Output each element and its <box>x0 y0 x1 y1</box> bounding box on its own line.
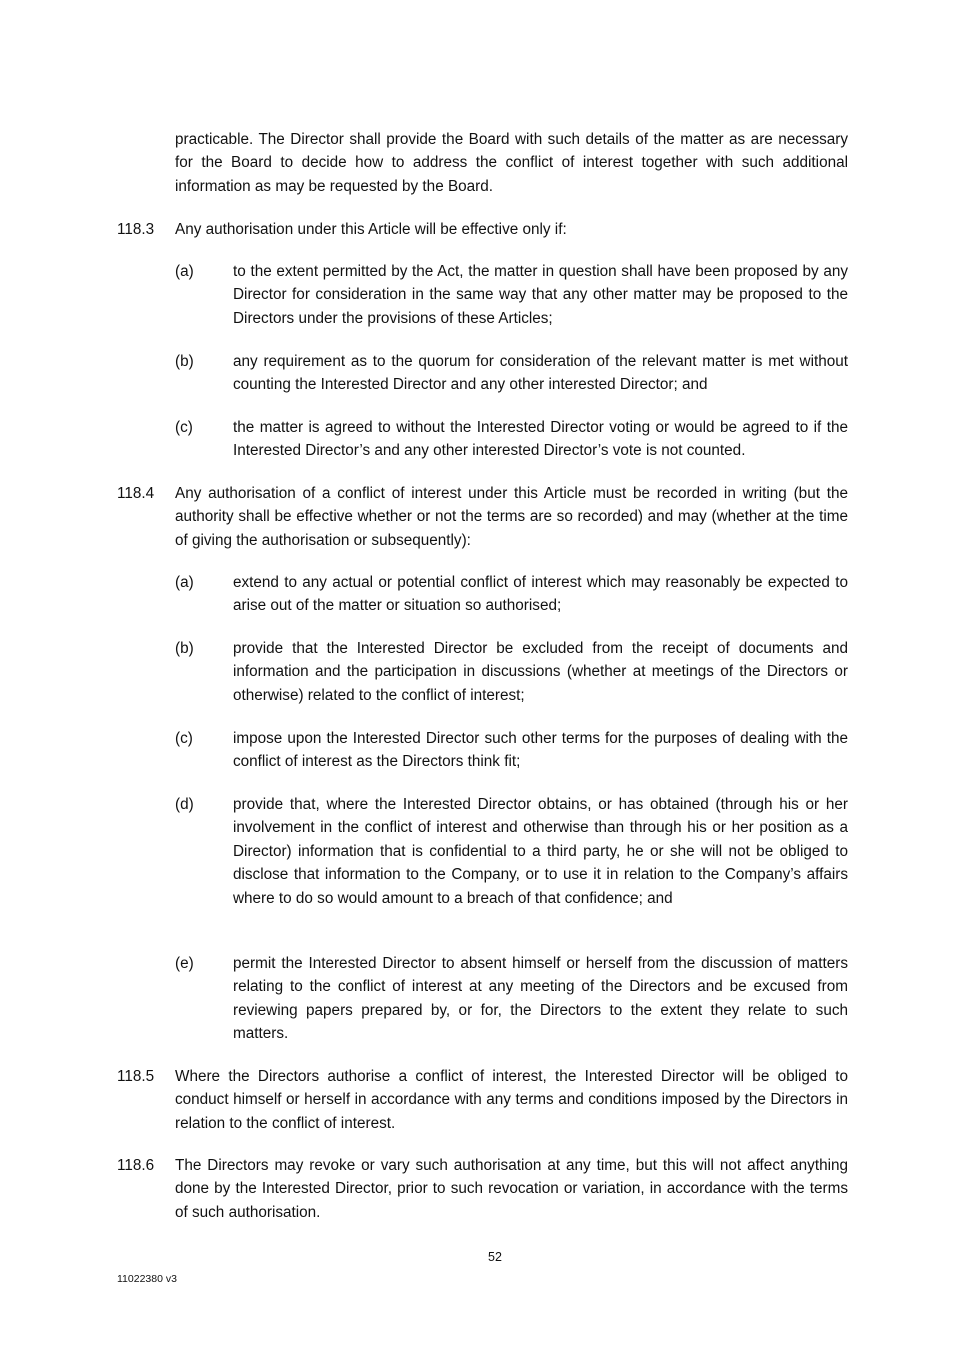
clause-text: Any authorisation under this Article will be effective only if: <box>175 221 567 238</box>
item-label: (d) <box>175 796 194 813</box>
clause-number: 118.4 <box>117 485 155 502</box>
clause-number: 118.5 <box>117 1068 155 1085</box>
item-label: (a) <box>175 574 194 591</box>
item-label: (b) <box>175 353 194 370</box>
item-text: provide that the Interested Director be excluded from the receipt of documents and information and the participation in discussions (whether at meetings of the Directors or otherwise) related to the conflict of interest; <box>233 640 848 704</box>
item-text: extend to any actual or potential conflict of interest which may reasonably be expected to arise out of the matter or situation so authorised; <box>233 574 848 615</box>
item-label: (b) <box>175 640 194 657</box>
clause-number: 118.6 <box>117 1157 155 1174</box>
item-text: provide that, where the Interested Director obtains, or has obtained (through his or her involvement in the conflict of interest and otherwise than through his or her position as a Director) information that is confidential to a third party, he or she will not be obliged to disclose that information to the Company, or to use it in relation to the Company’s affairs where to do so would amount to a breach of that confidence; and <box>233 796 848 907</box>
item-label: (a) <box>175 263 194 280</box>
document-reference: 11022380 v3 <box>117 1273 177 1285</box>
item-text: any requirement as to the quorum for consideration of the relevant matter is met without counting the Interested Director and any other interested Director; and <box>233 353 848 394</box>
clause-number: 118.3 <box>117 221 155 238</box>
intro-paragraph: practicable. The Director shall provide the Board with such details of the matter as are necessary for the Board to decide how to address the conflict of interest together with such additional information as may be requested by the Board. <box>175 131 848 195</box>
page-number: 52 <box>488 1250 502 1264</box>
item-label: (e) <box>175 955 194 972</box>
clause-text: The Directors may revoke or vary such authorisation at any time, but this will not affect anything done by the Interested Director, prior to such revocation or variation, in accordance with the terms of such authorisation. <box>175 1157 848 1221</box>
item-label: (c) <box>175 419 193 436</box>
clause-text: Where the Directors authorise a conflict of interest, the Interested Director will be obliged to conduct himself or herself in accordance with any terms and conditions imposed by the Directors in relation to the conflict of interest. <box>175 1068 848 1132</box>
item-text: to the extent permitted by the Act, the matter in question shall have been proposed by any Director for consideration in the same way that any other matter may be proposed to the Directors under the provisions of these Articles; <box>233 263 848 327</box>
item-text: the matter is agreed to without the Interested Director voting or would be agreed to if the Interested Director’s and any other interested Director’s vote is not counted. <box>233 419 848 460</box>
clause-text: Any authorisation of a conflict of interest under this Article must be recorded in writing (but the authority shall be effective whether or not the terms are so recorded) and may (whether at the time of giving the authorisation or subsequently): <box>175 485 848 549</box>
item-text: permit the Interested Director to absent himself or herself from the discussion of matters relating to the conflict of interest at any meeting of the Directors and be excused from reviewing papers prepared by, or for, the Directors to the extent they relate to such matters. <box>233 955 848 1043</box>
item-text: impose upon the Interested Director such other terms for the purposes of dealing with the conflict of interest as the Directors think fit; <box>233 730 848 771</box>
item-label: (c) <box>175 730 193 747</box>
